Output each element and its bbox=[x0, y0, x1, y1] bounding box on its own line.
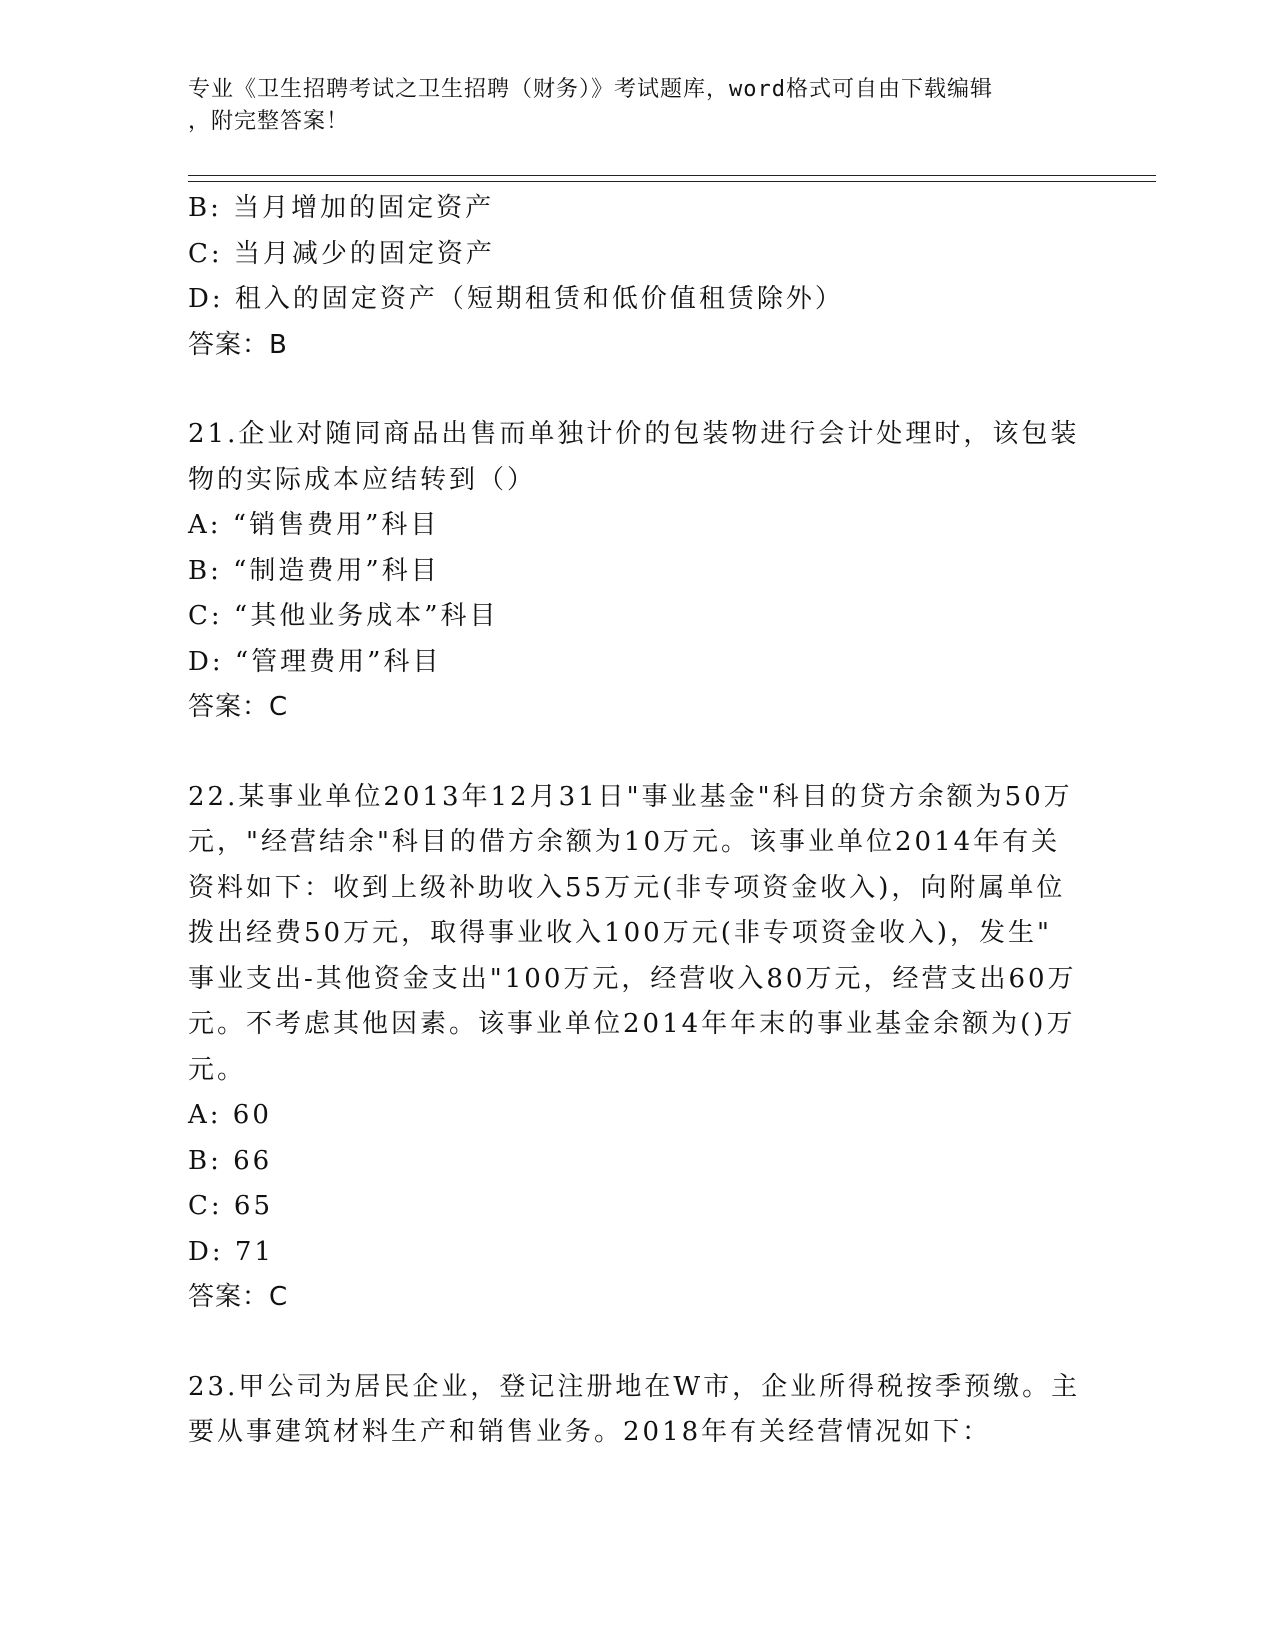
header-rule-top bbox=[188, 175, 1156, 176]
option-b: B: 66 bbox=[188, 1145, 273, 1176]
question-22 bbox=[188, 775, 1088, 1321]
header-rule-bottom bbox=[188, 181, 1156, 182]
page-header bbox=[188, 74, 1088, 138]
question-stem-line: 元，"经营结余"科目的借方余额为10万元。该事业单位2014年有关 bbox=[188, 827, 1061, 857]
question-stem-line: 21.企业对随同商品出售而单独计价的包装物进行会计处理时，该包装 bbox=[188, 419, 1080, 449]
question-23 bbox=[188, 1365, 1088, 1456]
question-stem-line: 物的实际成本应结转到（） bbox=[188, 464, 537, 495]
header-line-1: 专业《卫生招聘考试之卫生招聘（财务）》考试题库，word格式可自由下载编辑 bbox=[188, 77, 993, 102]
question-stem-line: 要从事建筑材料生产和销售业务。2018年有关经营情况如下： bbox=[188, 1417, 992, 1447]
question-20 bbox=[188, 186, 1088, 368]
question-stem-line: 23.甲公司为居民企业，登记注册地在W市，企业所得税按季预缴。主 bbox=[188, 1371, 1081, 1402]
option-c: C: “其他业务成本”科目 bbox=[188, 601, 499, 631]
option-a: A: “销售费用”科目 bbox=[188, 510, 440, 540]
option-d: D: 71 bbox=[188, 1236, 274, 1267]
question-stem-line: 事业支出-其他资金支出"100万元，经营收入80万元，经营支出60万 bbox=[188, 963, 1077, 994]
question-stem-line: 元。 bbox=[188, 1054, 247, 1085]
question-stem-line: 元。不考虑其他因素。该事业单位2014年年末的事业基金余额为()万 bbox=[188, 1009, 1076, 1039]
option-d: D: “管理费用”科目 bbox=[188, 646, 442, 677]
option-a: A: 60 bbox=[188, 1100, 272, 1130]
option-b: B: 当月增加的固定资产 bbox=[188, 193, 495, 223]
question-stem-line: 资料如下：收到上级补助收入55万元(非专项资金收入)，向附属单位 bbox=[188, 872, 1066, 903]
question-21 bbox=[188, 412, 1088, 731]
option-d: D: 租入的固定资产（短期租赁和低价值租赁除外） bbox=[188, 284, 844, 314]
answer: 答案：C bbox=[188, 1282, 289, 1312]
header-line-2: ，附完整答案！ bbox=[188, 109, 350, 134]
question-list bbox=[188, 186, 1088, 1456]
question-stem-line: 22.某事业单位2013年12月31日"事业基金"科目的贷方余额为50万 bbox=[188, 781, 1073, 812]
option-c: C: 65 bbox=[188, 1191, 274, 1221]
answer: 答案：C bbox=[188, 692, 289, 722]
option-b: B: “制造费用”科目 bbox=[188, 555, 440, 586]
option-c: C: 当月减少的固定资产 bbox=[188, 238, 495, 269]
question-stem-line: 拨出经费50万元，取得事业收入100万元(非专项资金收入)，发生" bbox=[188, 918, 1052, 948]
answer: 答案：B bbox=[188, 329, 288, 360]
